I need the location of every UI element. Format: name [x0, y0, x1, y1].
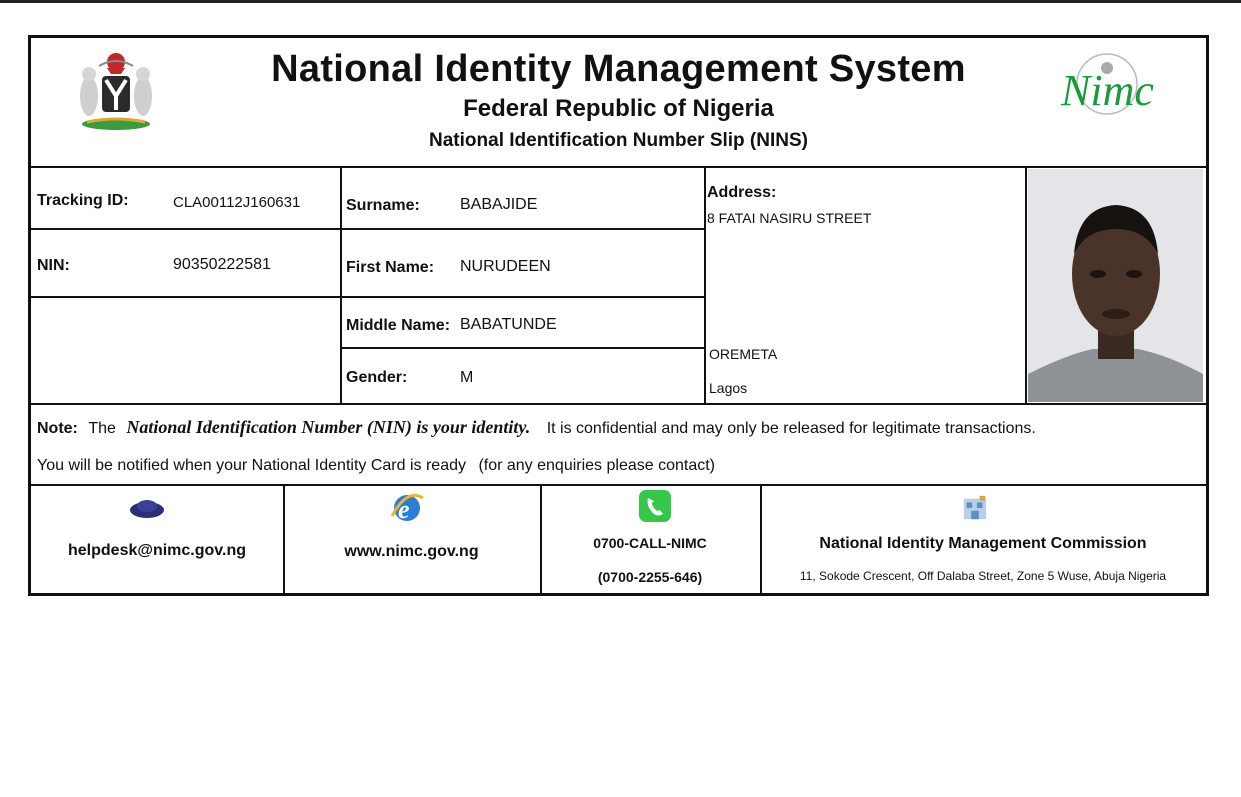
nin-label: NIN:: [37, 257, 70, 274]
first-name-value: NURUDEEN: [460, 258, 551, 275]
note-text-post: It is confidential and may only be released for legitimate transactions.: [546, 420, 1036, 437]
svg-text:e: e: [398, 495, 410, 524]
note-line2-paren: (for any enquiries please contact): [478, 457, 716, 474]
top-edge-bar: [0, 0, 1241, 3]
address-state: Lagos: [709, 380, 748, 396]
phone-number[interactable]: 0700-CALL-NIMC: [593, 535, 707, 551]
column-divider: [283, 485, 285, 593]
middle-name-value: BABATUNDE: [460, 316, 557, 333]
internet-explorer-icon: [389, 490, 425, 526]
svg-text:Nimc: Nimc: [1061, 66, 1154, 115]
address-line1: 8 FATAI NASIRU STREET: [707, 210, 872, 226]
tracking-id-value: CLA00112J160631: [173, 194, 301, 211]
page-title: National Identity Management System: [271, 48, 966, 90]
page-subtitle: Federal Republic of Nigeria: [463, 95, 774, 122]
note-line2-text: You will be notified when your National Identity Card is ready: [37, 457, 466, 474]
mail-icon: [129, 498, 165, 520]
row-divider: [341, 296, 705, 298]
tracking-id-label: Tracking ID:: [37, 192, 129, 209]
org-address: 11, Sokode Crescent, Off Dalaba Street, Zone 5 Wuse, Abuja Nigeria: [799, 569, 1167, 583]
holder-photo: [1028, 169, 1203, 402]
note-line-2: [37, 457, 715, 475]
column-divider: [704, 168, 706, 404]
row-divider: [31, 296, 341, 298]
surname-label: Surname:: [346, 197, 420, 214]
slip-title: National Identification Number Slip (NINS): [429, 130, 808, 151]
nimc-logo: [1057, 48, 1159, 126]
row-divider: [341, 228, 705, 230]
gender-value: M: [460, 369, 474, 386]
nin-slip: [28, 35, 1209, 596]
column-divider: [1025, 168, 1027, 404]
email-link[interactable]: helpdesk@nimc.gov.ng: [68, 542, 246, 559]
note-text-pre: The: [88, 420, 116, 437]
note-emphasis: National Identification Number (NIN) is your identity.: [126, 417, 531, 437]
slip-header: [31, 38, 1206, 168]
address-label: Address:: [707, 184, 777, 201]
note-line-1: [37, 417, 1036, 438]
surname-value: BABAJIDE: [460, 196, 538, 213]
middle-name-label: Middle Name:: [346, 317, 451, 334]
note-section: [31, 404, 1206, 484]
note-label: Note:: [37, 420, 78, 437]
gender-label: Gender:: [346, 369, 408, 386]
column-divider: [340, 168, 342, 404]
section-divider: [31, 484, 1206, 486]
website-link[interactable]: www.nimc.gov.ng: [344, 543, 479, 560]
org-name: National Identity Management Commission: [819, 535, 1147, 552]
phone-icon: [638, 489, 672, 523]
address-town: OREMETA: [709, 346, 778, 362]
phone-digits: (0700-2255-646): [597, 569, 703, 585]
building-icon: [961, 494, 989, 522]
row-divider: [31, 228, 341, 230]
row-divider: [341, 347, 705, 349]
first-name-label: First Name:: [346, 259, 435, 276]
nin-value: 90350222581: [173, 256, 271, 273]
